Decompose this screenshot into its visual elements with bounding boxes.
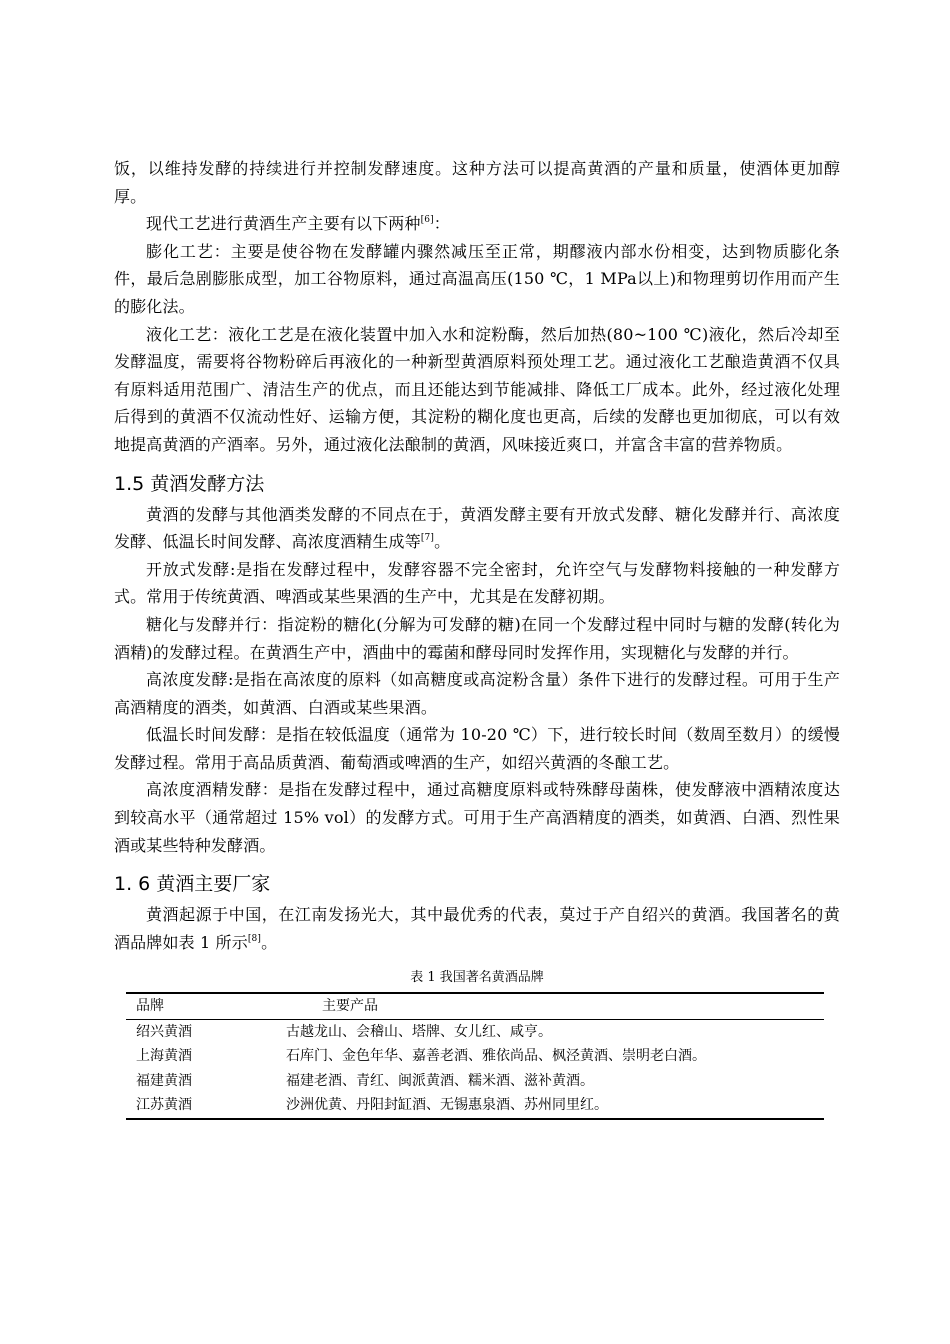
paragraph-low-temperature: 低温长时间发酵：是指在较低温度（通常为 10-20 ℃）下，进行较长时间（数周至数月）的缓慢发酵过程。常用于高品质黄酒、葡萄酒或啤酒的生产，如绍兴黄酒的冬酿工艺。 [114,725,840,772]
table-header-row [126,993,824,1019]
cell-products: 古越龙山、会稽山、塔牌、女儿红、咸亨。 [286,1023,552,1040]
cell-products: 沙洲优黄、丹阳封缸酒、无锡惠泉酒、苏州同里红。 [286,1097,608,1114]
table-row [126,1044,824,1069]
table-row [126,1019,824,1044]
brand-table [126,992,824,1120]
section-heading-1-5: 1.5 黄酒发酵方法 [114,472,265,495]
paragraph-open-fermentation: 开放式发酵:是指在发酵过程中，发酵容器不完全密封，允许空气与发酵物料接触的一种发酵方式。常用于传统黄酒、啤酒或某些果酒的生产中，尤其是在发酵初期。 [114,559,840,607]
paragraph-liquefaction: 液化工艺：液化工艺是在液化装置中加入水和淀粉酶，然后加热(80~100 ℃)液化，然后冷却至发酵温度，需要将谷物粉碎后再液化的一种新型黄酒原料预处理工艺。通过液化工艺酿造黄酒不仅具有原料适用范围广、清洁生产的优点，而且还能达到节能减排、降低工厂成本。此外，经过液化处理后得到的黄酒不仅流动性好、运输方便，其淀粉的糊化度也更高，后续的发酵也更加彻底，可以有效地提高黄酒的产酒率。另外，通过液化法酿制的黄酒，风味接近爽口，并富含丰富的营养物质。 [114,324,840,454]
paragraph-manufacturers: 黄酒起源于中国，在江南发扬光大，其中最优秀的代表，莫过于产自绍兴的黄酒。我国著名的黄酒品牌如表 1 所示[8]。 [114,905,840,952]
table-row [126,1069,824,1094]
header-brand: 品牌 [136,998,164,1015]
document-page [114,155,840,1120]
table-row [126,1093,824,1119]
table-caption: 表 1 我国著名黄酒品牌 [410,970,544,986]
cell-brand: 上海黄酒 [136,1048,192,1065]
paragraph-modern-process: 现代工艺进行黄酒生产主要有以下两种[6]： [146,214,450,234]
cell-brand: 绍兴黄酒 [136,1023,192,1040]
cell-brand: 江苏黄酒 [136,1097,192,1114]
cell-products: 石库门、金色年华、嘉善老酒、雅依尚品、枫泾黄酒、崇明老白酒。 [286,1048,706,1065]
paragraph-puffing: 膨化工艺：主要是使谷物在发酵罐内骤然减压至正常，期醪液内部水份相变，达到物质膨化条件，最后急剧膨胀成型，加工谷物原料，通过高温高压(150 ℃，1 MPa以上)和物理剪切作用而产生的膨化法。 [114,241,840,316]
paragraph-high-concentration: 高浓度发酵:是指在高浓度的原料（如高糖度或高淀粉含量）条件下进行的发酵过程。可用于生产高酒精度的酒类，如黄酒、白酒或某些果酒。 [114,670,840,717]
cell-brand: 福建黄酒 [136,1072,192,1089]
citation: [6] [420,215,434,226]
citation: [8] [247,933,262,944]
section-heading-1-6: 1. 6 黄酒主要厂家 [114,873,271,896]
paragraph-parallel-fermentation: 糖化与发酵并行：指淀粉的糖化(分解为可发酵的糖)在同一个发酵过程中同时与糖的发酵(转化为酒精)的发酵过程。在黄酒生产中，酒曲中的霉菌和酵母同时发挥作用，实现糖化与发酵的并行。 [114,614,840,662]
citation: [7] [420,533,435,544]
cell-products: 福建老酒、青红、闽派黄酒、糯米酒、滋补黄酒。 [286,1072,594,1089]
paragraph-fermentation-intro: 黄酒的发酵与其他酒类发酵的不同点在于，黄酒发酵主要有开放式发酵、糖化发酵并行、高浓度发酵、低温长时间发酵、高浓度酒精生成等[7]。 [114,504,840,552]
header-products: 主要产品 [322,998,378,1015]
paragraph-continuation: 饭，以维持发酵的持续进行并控制发酵速度。这种方法可以提高黄酒的产量和质量，使酒体更加醇厚。 [114,159,840,206]
paragraph-high-alcohol: 高浓度酒精发酵：是指在发酵过程中，通过高糖度原料或特殊酵母菌株，使发酵液中酒精浓度达到较高水平（通常超过 15% vol）的发酵方式。可用于生产高酒精度的酒类，如黄酒、白酒、烈性果酒或某些特种发酵酒。 [114,780,840,855]
